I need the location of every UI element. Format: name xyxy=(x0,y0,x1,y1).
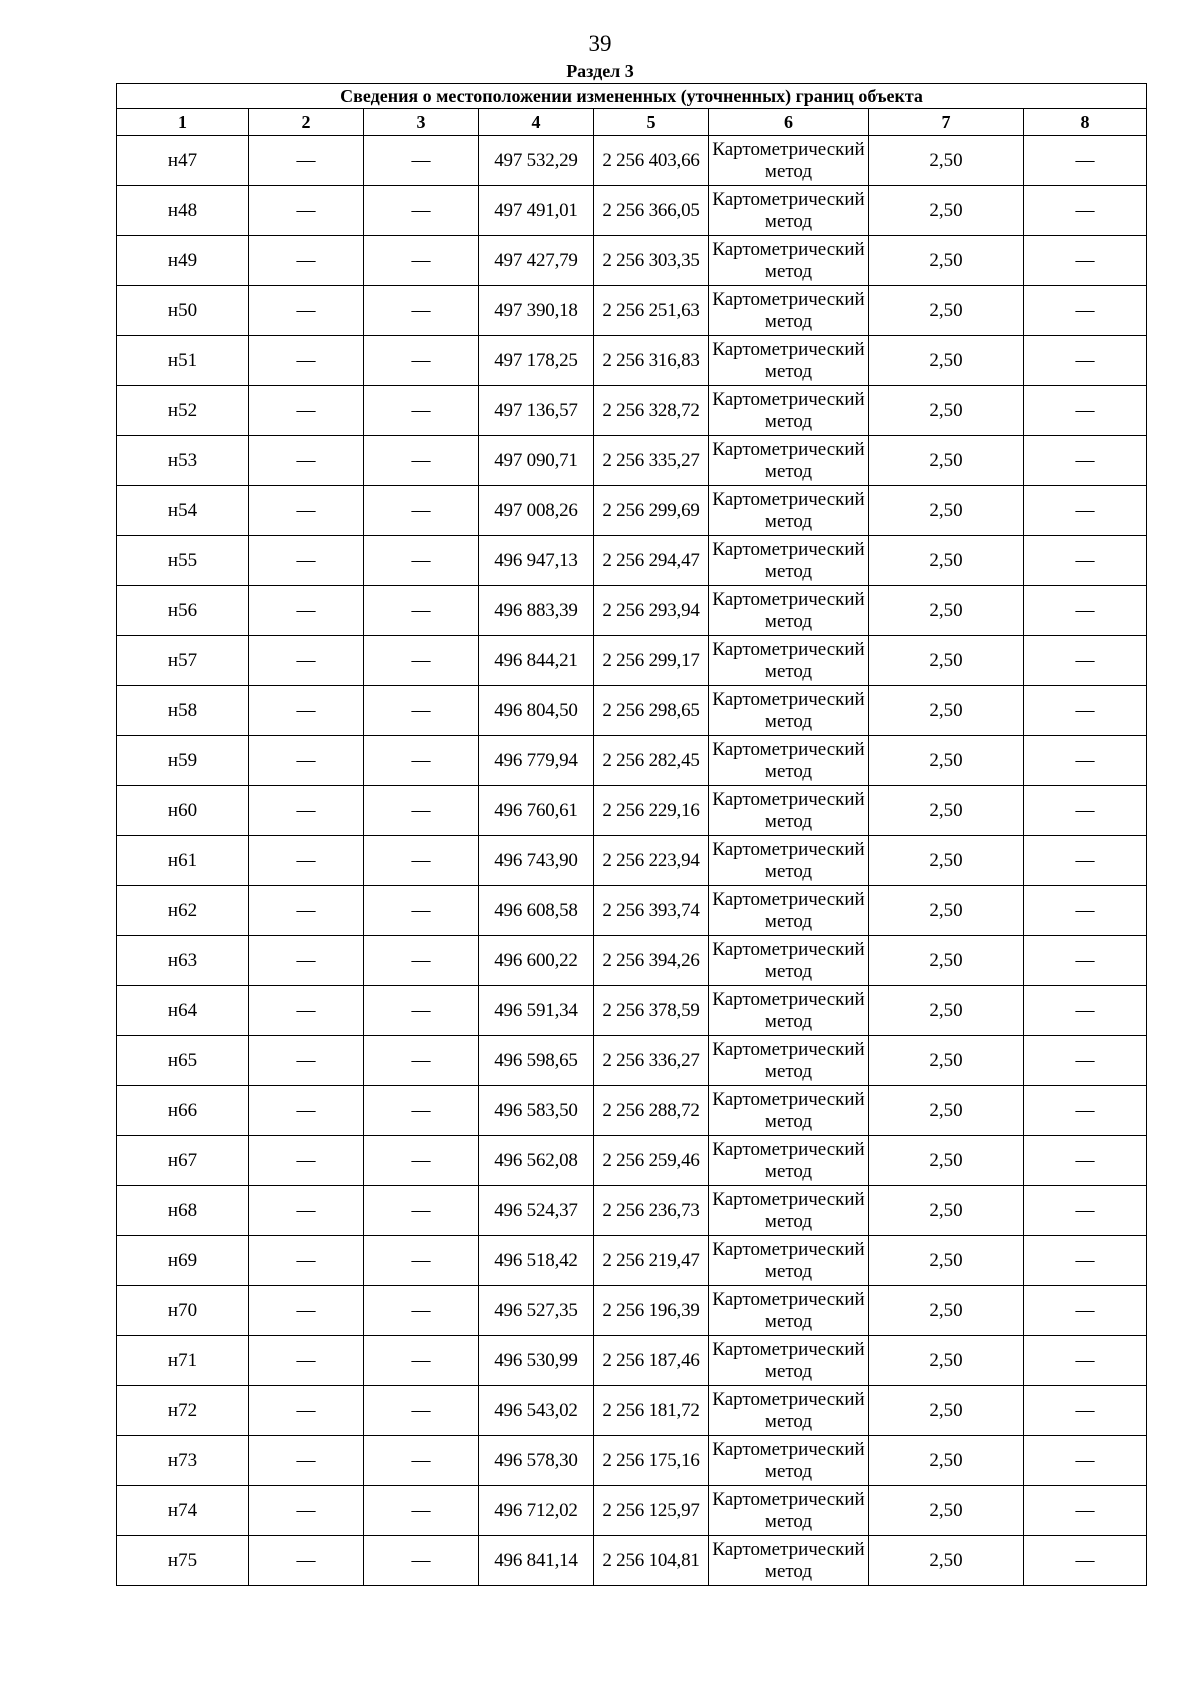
col-8-cell: — xyxy=(1024,1136,1147,1186)
precision-cell: 2,50 xyxy=(869,636,1024,686)
method-cell: Картометрический метод xyxy=(709,1036,869,1086)
col-2-cell: — xyxy=(249,486,364,536)
precision-cell: 2,50 xyxy=(869,936,1024,986)
point-id-cell: н62 xyxy=(117,886,249,936)
col-8-cell: — xyxy=(1024,386,1147,436)
precision-cell: 2,50 xyxy=(869,1436,1024,1486)
col-3-cell: — xyxy=(364,136,479,186)
precision-cell: 2,50 xyxy=(869,1186,1024,1236)
col-2-cell: — xyxy=(249,1336,364,1386)
coord-x-cell: 497 008,26 xyxy=(479,486,594,536)
col-8-cell: — xyxy=(1024,486,1147,536)
col-8-cell: — xyxy=(1024,1336,1147,1386)
coord-x-cell: 497 532,29 xyxy=(479,136,594,186)
page-number: 39 xyxy=(588,31,612,56)
coord-x-cell: 496 804,50 xyxy=(479,686,594,736)
coord-x-cell: 496 779,94 xyxy=(479,736,594,786)
coord-x-cell: 497 427,79 xyxy=(479,236,594,286)
col-8-cell: — xyxy=(1024,1186,1147,1236)
table-row xyxy=(117,336,1147,386)
col-8-cell: — xyxy=(1024,1486,1147,1536)
point-id-cell: н69 xyxy=(117,1236,249,1286)
table-row xyxy=(117,536,1147,586)
coordinates-table xyxy=(116,83,1147,1586)
coord-y-cell: 2 256 125,97 xyxy=(594,1486,709,1536)
point-id-cell: н63 xyxy=(117,936,249,986)
point-id-cell: н74 xyxy=(117,1486,249,1536)
col-8-cell: — xyxy=(1024,186,1147,236)
point-id-cell: н65 xyxy=(117,1036,249,1086)
col-2-cell: — xyxy=(249,236,364,286)
precision-cell: 2,50 xyxy=(869,886,1024,936)
coord-x-cell: 497 178,25 xyxy=(479,336,594,386)
method-cell: Картометрический метод xyxy=(709,936,869,986)
precision-cell: 2,50 xyxy=(869,136,1024,186)
table-row xyxy=(117,486,1147,536)
col-2-cell: — xyxy=(249,1286,364,1336)
table-caption: Сведения о местоположении измененных (уточненных) границ объекта xyxy=(117,84,1147,109)
table-row xyxy=(117,736,1147,786)
col-2-cell: — xyxy=(249,386,364,436)
col-3-cell: — xyxy=(364,1286,479,1336)
coord-x-cell: 496 947,13 xyxy=(479,536,594,586)
point-id-cell: н59 xyxy=(117,736,249,786)
column-header-3: 3 xyxy=(364,109,479,136)
coord-y-cell: 2 256 299,17 xyxy=(594,636,709,686)
table-row xyxy=(117,1186,1147,1236)
coord-x-cell: 496 600,22 xyxy=(479,936,594,986)
coord-x-cell: 496 527,35 xyxy=(479,1286,594,1336)
precision-cell: 2,50 xyxy=(869,786,1024,836)
col-3-cell: — xyxy=(364,386,479,436)
coord-y-cell: 2 256 187,46 xyxy=(594,1336,709,1386)
method-cell: Картометрический метод xyxy=(709,686,869,736)
col-2-cell: — xyxy=(249,136,364,186)
precision-cell: 2,50 xyxy=(869,1236,1024,1286)
table-row xyxy=(117,636,1147,686)
col-2-cell: — xyxy=(249,1536,364,1586)
col-8-cell: — xyxy=(1024,736,1147,786)
coord-y-cell: 2 256 223,94 xyxy=(594,836,709,886)
col-2-cell: — xyxy=(249,836,364,886)
coord-y-cell: 2 256 299,69 xyxy=(594,486,709,536)
col-2-cell: — xyxy=(249,1136,364,1186)
precision-cell: 2,50 xyxy=(869,1486,1024,1536)
col-8-cell: — xyxy=(1024,1086,1147,1136)
table-row xyxy=(117,436,1147,486)
column-header-2: 2 xyxy=(249,109,364,136)
col-3-cell: — xyxy=(364,1386,479,1436)
coord-y-cell: 2 256 366,05 xyxy=(594,186,709,236)
table-row xyxy=(117,1536,1147,1586)
coord-y-cell: 2 256 175,16 xyxy=(594,1436,709,1486)
col-3-cell: — xyxy=(364,286,479,336)
col-3-cell: — xyxy=(364,686,479,736)
col-8-cell: — xyxy=(1024,1536,1147,1586)
method-cell: Картометрический метод xyxy=(709,236,869,286)
point-id-cell: н64 xyxy=(117,986,249,1036)
method-cell: Картометрический метод xyxy=(709,486,869,536)
col-3-cell: — xyxy=(364,1486,479,1536)
point-id-cell: н58 xyxy=(117,686,249,736)
point-id-cell: н66 xyxy=(117,1086,249,1136)
coord-y-cell: 2 256 403,66 xyxy=(594,136,709,186)
table-row xyxy=(117,1136,1147,1186)
column-header-5: 5 xyxy=(594,109,709,136)
coord-y-cell: 2 256 236,73 xyxy=(594,1186,709,1236)
coord-x-cell: 496 760,61 xyxy=(479,786,594,836)
col-8-cell: — xyxy=(1024,636,1147,686)
point-id-cell: н71 xyxy=(117,1336,249,1386)
col-2-cell: — xyxy=(249,1436,364,1486)
coord-x-cell: 496 598,65 xyxy=(479,1036,594,1086)
method-cell: Картометрический метод xyxy=(709,1386,869,1436)
coord-x-cell: 496 562,08 xyxy=(479,1136,594,1186)
table-row xyxy=(117,1086,1147,1136)
col-3-cell: — xyxy=(364,636,479,686)
coord-x-cell: 496 844,21 xyxy=(479,636,594,686)
method-cell: Картометрический метод xyxy=(709,836,869,886)
col-3-cell: — xyxy=(364,586,479,636)
precision-cell: 2,50 xyxy=(869,1036,1024,1086)
coord-y-cell: 2 256 229,16 xyxy=(594,786,709,836)
method-cell: Картометрический метод xyxy=(709,886,869,936)
column-header-1: 1 xyxy=(117,109,249,136)
point-id-cell: н73 xyxy=(117,1436,249,1486)
table-row xyxy=(117,836,1147,886)
col-8-cell: — xyxy=(1024,336,1147,386)
table-row xyxy=(117,1036,1147,1086)
coord-y-cell: 2 256 293,94 xyxy=(594,586,709,636)
coord-y-cell: 2 256 328,72 xyxy=(594,386,709,436)
coord-y-cell: 2 256 316,83 xyxy=(594,336,709,386)
col-8-cell: — xyxy=(1024,1386,1147,1436)
col-2-cell: — xyxy=(249,286,364,336)
coord-y-cell: 2 256 288,72 xyxy=(594,1086,709,1136)
col-3-cell: — xyxy=(364,1086,479,1136)
col-2-cell: — xyxy=(249,886,364,936)
point-id-cell: н48 xyxy=(117,186,249,236)
precision-cell: 2,50 xyxy=(869,686,1024,736)
precision-cell: 2,50 xyxy=(869,986,1024,1036)
coord-x-cell: 496 530,99 xyxy=(479,1336,594,1386)
col-3-cell: — xyxy=(364,836,479,886)
table-row xyxy=(117,386,1147,436)
precision-cell: 2,50 xyxy=(869,186,1024,236)
method-cell: Картометрический метод xyxy=(709,336,869,386)
col-8-cell: — xyxy=(1024,986,1147,1036)
col-8-cell: — xyxy=(1024,536,1147,586)
coord-y-cell: 2 256 282,45 xyxy=(594,736,709,786)
table-row xyxy=(117,686,1147,736)
method-cell: Картометрический метод xyxy=(709,1186,869,1236)
col-2-cell: — xyxy=(249,936,364,986)
col-8-cell: — xyxy=(1024,436,1147,486)
coord-y-cell: 2 256 196,39 xyxy=(594,1286,709,1336)
col-3-cell: — xyxy=(364,186,479,236)
coord-x-cell: 497 491,01 xyxy=(479,186,594,236)
precision-cell: 2,50 xyxy=(869,836,1024,886)
point-id-cell: н55 xyxy=(117,536,249,586)
point-id-cell: н54 xyxy=(117,486,249,536)
method-cell: Картометрический метод xyxy=(709,1336,869,1386)
coord-x-cell: 496 524,37 xyxy=(479,1186,594,1236)
table-row xyxy=(117,1386,1147,1436)
method-cell: Картометрический метод xyxy=(709,636,869,686)
coord-x-cell: 496 712,02 xyxy=(479,1486,594,1536)
precision-cell: 2,50 xyxy=(869,736,1024,786)
col-2-cell: — xyxy=(249,586,364,636)
coord-y-cell: 2 256 181,72 xyxy=(594,1386,709,1436)
precision-cell: 2,50 xyxy=(869,286,1024,336)
col-2-cell: — xyxy=(249,786,364,836)
col-2-cell: — xyxy=(249,336,364,386)
precision-cell: 2,50 xyxy=(869,386,1024,436)
coord-y-cell: 2 256 378,59 xyxy=(594,986,709,1036)
col-2-cell: — xyxy=(249,1386,364,1436)
precision-cell: 2,50 xyxy=(869,1086,1024,1136)
column-header-8: 8 xyxy=(1024,109,1147,136)
coord-x-cell: 496 743,90 xyxy=(479,836,594,886)
table-row xyxy=(117,886,1147,936)
col-2-cell: — xyxy=(249,1086,364,1136)
coord-y-cell: 2 256 259,46 xyxy=(594,1136,709,1186)
method-cell: Картометрический метод xyxy=(709,1536,869,1586)
method-cell: Картометрический метод xyxy=(709,1286,869,1336)
precision-cell: 2,50 xyxy=(869,586,1024,636)
precision-cell: 2,50 xyxy=(869,536,1024,586)
coord-y-cell: 2 256 104,81 xyxy=(594,1536,709,1586)
point-id-cell: н56 xyxy=(117,586,249,636)
col-3-cell: — xyxy=(364,1336,479,1386)
coord-y-cell: 2 256 393,74 xyxy=(594,886,709,936)
precision-cell: 2,50 xyxy=(869,436,1024,486)
precision-cell: 2,50 xyxy=(869,236,1024,286)
coord-x-cell: 496 518,42 xyxy=(479,1236,594,1286)
method-cell: Картометрический метод xyxy=(709,286,869,336)
col-2-cell: — xyxy=(249,1486,364,1536)
method-cell: Картометрический метод xyxy=(709,586,869,636)
method-cell: Картометрический метод xyxy=(709,786,869,836)
col-2-cell: — xyxy=(249,1186,364,1236)
col-3-cell: — xyxy=(364,536,479,586)
col-3-cell: — xyxy=(364,486,479,536)
col-3-cell: — xyxy=(364,1186,479,1236)
coord-x-cell: 496 591,34 xyxy=(479,986,594,1036)
col-3-cell: — xyxy=(364,986,479,1036)
table-row xyxy=(117,236,1147,286)
col-8-cell: — xyxy=(1024,1236,1147,1286)
table-row xyxy=(117,1486,1147,1536)
precision-cell: 2,50 xyxy=(869,1536,1024,1586)
method-cell: Картометрический метод xyxy=(709,1136,869,1186)
col-2-cell: — xyxy=(249,636,364,686)
point-id-cell: н52 xyxy=(117,386,249,436)
table-row xyxy=(117,986,1147,1036)
precision-cell: 2,50 xyxy=(869,486,1024,536)
coord-y-cell: 2 256 251,63 xyxy=(594,286,709,336)
method-cell: Картометрический метод xyxy=(709,536,869,586)
coord-x-cell: 496 578,30 xyxy=(479,1436,594,1486)
precision-cell: 2,50 xyxy=(869,1336,1024,1386)
point-id-cell: н49 xyxy=(117,236,249,286)
precision-cell: 2,50 xyxy=(869,336,1024,386)
point-id-cell: н61 xyxy=(117,836,249,886)
col-3-cell: — xyxy=(364,1236,479,1286)
col-8-cell: — xyxy=(1024,586,1147,636)
col-8-cell: — xyxy=(1024,686,1147,736)
col-8-cell: — xyxy=(1024,236,1147,286)
column-header-6: 6 xyxy=(709,109,869,136)
column-header-7: 7 xyxy=(869,109,1024,136)
coord-x-cell: 496 883,39 xyxy=(479,586,594,636)
precision-cell: 2,50 xyxy=(869,1136,1024,1186)
section-title: Раздел 3 xyxy=(566,61,634,81)
col-3-cell: — xyxy=(364,736,479,786)
method-cell: Картометрический метод xyxy=(709,1086,869,1136)
precision-cell: 2,50 xyxy=(869,1386,1024,1436)
point-id-cell: н70 xyxy=(117,1286,249,1336)
method-cell: Картометрический метод xyxy=(709,736,869,786)
point-id-cell: н53 xyxy=(117,436,249,486)
table-row xyxy=(117,1336,1147,1386)
method-cell: Картометрический метод xyxy=(709,386,869,436)
table-row xyxy=(117,1286,1147,1336)
coord-x-cell: 496 543,02 xyxy=(479,1386,594,1436)
col-3-cell: — xyxy=(364,436,479,486)
coord-x-cell: 496 841,14 xyxy=(479,1536,594,1586)
point-id-cell: н67 xyxy=(117,1136,249,1186)
col-2-cell: — xyxy=(249,736,364,786)
coord-x-cell: 497 390,18 xyxy=(479,286,594,336)
col-8-cell: — xyxy=(1024,1286,1147,1336)
method-cell: Картометрический метод xyxy=(709,186,869,236)
point-id-cell: н51 xyxy=(117,336,249,386)
method-cell: Картометрический метод xyxy=(709,1486,869,1536)
col-2-cell: — xyxy=(249,986,364,1036)
col-8-cell: — xyxy=(1024,1036,1147,1086)
point-id-cell: н60 xyxy=(117,786,249,836)
coord-y-cell: 2 256 336,27 xyxy=(594,1036,709,1086)
col-2-cell: — xyxy=(249,186,364,236)
table-row xyxy=(117,186,1147,236)
col-3-cell: — xyxy=(364,336,479,386)
col-8-cell: — xyxy=(1024,936,1147,986)
col-8-cell: — xyxy=(1024,886,1147,936)
coord-y-cell: 2 256 303,35 xyxy=(594,236,709,286)
col-8-cell: — xyxy=(1024,1436,1147,1486)
col-3-cell: — xyxy=(364,1536,479,1586)
col-2-cell: — xyxy=(249,686,364,736)
point-id-cell: н57 xyxy=(117,636,249,686)
col-3-cell: — xyxy=(364,1136,479,1186)
point-id-cell: н68 xyxy=(117,1186,249,1236)
precision-cell: 2,50 xyxy=(869,1286,1024,1336)
column-header-row xyxy=(117,109,1147,136)
table-row xyxy=(117,286,1147,336)
table-row xyxy=(117,936,1147,986)
col-2-cell: — xyxy=(249,436,364,486)
coord-x-cell: 497 090,71 xyxy=(479,436,594,486)
table-row xyxy=(117,1436,1147,1486)
col-3-cell: — xyxy=(364,1036,479,1086)
col-3-cell: — xyxy=(364,236,479,286)
coord-y-cell: 2 256 219,47 xyxy=(594,1236,709,1286)
coord-x-cell: 497 136,57 xyxy=(479,386,594,436)
method-cell: Картометрический метод xyxy=(709,1436,869,1486)
point-id-cell: н75 xyxy=(117,1536,249,1586)
coord-y-cell: 2 256 294,47 xyxy=(594,536,709,586)
col-8-cell: — xyxy=(1024,836,1147,886)
col-8-cell: — xyxy=(1024,136,1147,186)
table-row xyxy=(117,586,1147,636)
coord-x-cell: 496 608,58 xyxy=(479,886,594,936)
col-3-cell: — xyxy=(364,1436,479,1486)
method-cell: Картометрический метод xyxy=(709,436,869,486)
table-row xyxy=(117,136,1147,186)
table-row xyxy=(117,786,1147,836)
method-cell: Картометрический метод xyxy=(709,136,869,186)
table-row xyxy=(117,1236,1147,1286)
method-cell: Картометрический метод xyxy=(709,1236,869,1286)
col-3-cell: — xyxy=(364,886,479,936)
col-8-cell: — xyxy=(1024,786,1147,836)
point-id-cell: н50 xyxy=(117,286,249,336)
col-8-cell: — xyxy=(1024,286,1147,336)
coord-y-cell: 2 256 394,26 xyxy=(594,936,709,986)
col-2-cell: — xyxy=(249,536,364,586)
point-id-cell: н72 xyxy=(117,1386,249,1436)
coord-x-cell: 496 583,50 xyxy=(479,1086,594,1136)
col-3-cell: — xyxy=(364,786,479,836)
coord-y-cell: 2 256 335,27 xyxy=(594,436,709,486)
col-2-cell: — xyxy=(249,1036,364,1086)
coord-y-cell: 2 256 298,65 xyxy=(594,686,709,736)
column-header-4: 4 xyxy=(479,109,594,136)
col-3-cell: — xyxy=(364,936,479,986)
point-id-cell: н47 xyxy=(117,136,249,186)
method-cell: Картометрический метод xyxy=(709,986,869,1036)
col-2-cell: — xyxy=(249,1236,364,1286)
